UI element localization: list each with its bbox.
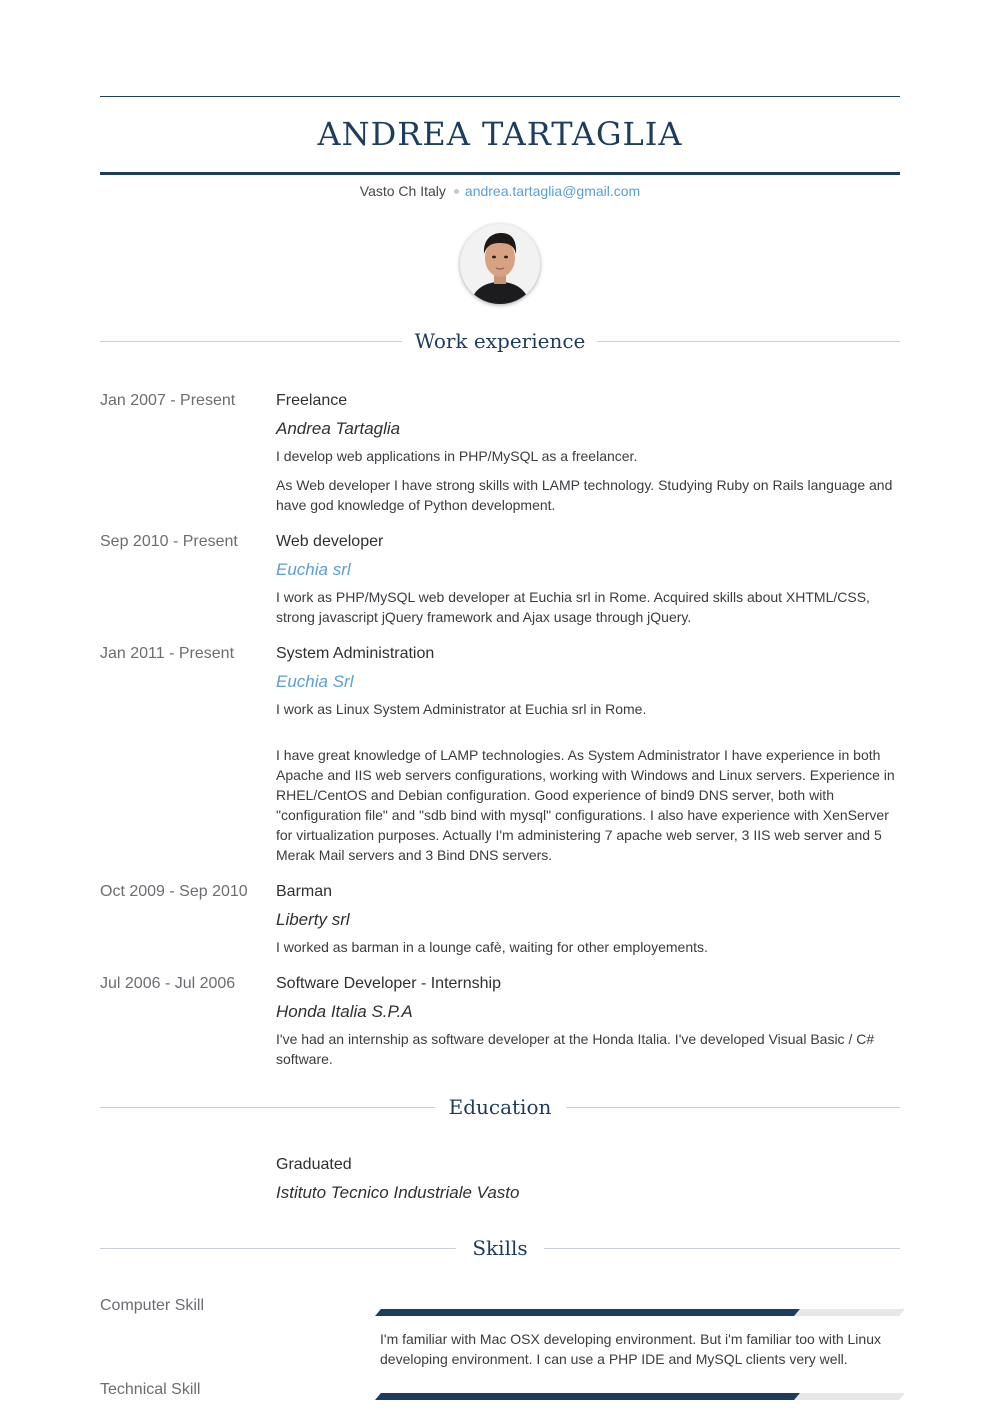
entry-date: Jan 2007 - Present — [100, 392, 236, 409]
entry-description: As Web developer I have strong skills with LAMP technology. Studying Ruby on Rails language and have god knowledge of Python development. — [276, 477, 893, 513]
entry-date: Jan 2011 - Present — [100, 645, 235, 662]
entry-organization: Honda Italia S.P.A — [276, 1002, 413, 1021]
education-school: Istituto Tecnico Industriale Vasto — [276, 1183, 520, 1202]
candidate-name: ANDREA TARTAGLIA — [317, 115, 683, 153]
entry-date: Oct 2009 - Sep 2010 — [100, 883, 248, 900]
entry-role: Software Developer - Internship — [276, 975, 501, 992]
entry-date: Jul 2006 - Jul 2006 — [100, 975, 236, 992]
section-title-education: Education — [448, 1095, 552, 1119]
location-text: Vasto Ch Italy — [359, 183, 446, 199]
entry-role: System Administration — [276, 645, 435, 662]
entry-organization-link[interactable]: Euchia Srl — [276, 672, 354, 691]
entry-description: I work as PHP/MySQL web developer at Euchia srl in Rome. Acquired skills about XHTML/CSS, strong javascript jQuery framework and Ajax usage through jQuery. — [276, 589, 870, 625]
section-work-experience — [100, 326, 900, 356]
entry-description: I worked as barman in a lounge cafè, waiting for other employements. — [276, 939, 708, 955]
profile-photo — [460, 224, 540, 304]
entry-organization: Andrea Tartaglia — [276, 419, 401, 438]
header-top-rule — [100, 96, 900, 97]
education-degree: Graduated — [276, 1156, 352, 1173]
section-skills — [100, 1233, 900, 1263]
entry-role: Freelance — [276, 392, 348, 409]
section-title-skills: Skills — [472, 1236, 528, 1260]
skill-level-fill — [375, 1393, 800, 1400]
skill-name: Technical Skill — [100, 1381, 201, 1398]
contact-line — [100, 182, 900, 200]
section-education — [100, 1092, 900, 1122]
entry-organization-link[interactable]: Euchia srl — [276, 560, 351, 579]
entry-description: I work as Linux System Administrator at Euchia srl in Rome. — [276, 701, 647, 717]
skill-description: I'm familiar with Mac OSX developing environment. But i'm familiar too with Linux developing environment. I can use a PHP IDE and MySQL clients very well. — [380, 1331, 881, 1367]
entry-description: I've had an internship as software developer at the Honda Italia. I've developed Visual Basic / C# software. — [276, 1031, 875, 1067]
entry-organization: Liberty srl — [276, 910, 350, 929]
entry-role: Barman — [276, 883, 333, 900]
separator-dot-icon — [454, 189, 459, 194]
skill-level-bar — [375, 1309, 905, 1316]
entry-role: Web developer — [276, 533, 384, 550]
section-title-work: Work experience — [414, 329, 586, 353]
email-link[interactable]: andrea.tartaglia@gmail.com — [464, 183, 641, 199]
entry-description: I develop web applications in PHP/MySQL as a freelancer. — [276, 448, 638, 464]
skill-name: Computer Skill — [100, 1297, 205, 1314]
entry-description: I have great knowledge of LAMP technologies. As System Administrator I have experience in both Apache and IIS web servers configurations, working with Windows and Linux servers. Experience in RHEL/CentOS and Debian configuration. Good experience of bind9 DNS server, both with "configuration file" and "sdb bind with mysql" configurations. I also have experience with XenServer for virtualization purposes. Actually I'm administering 7 apache web server, 3 IIS web server and 5 Merak Mail servers and 3 Bind DNS servers. — [276, 747, 895, 863]
skill-level-bar — [375, 1393, 905, 1400]
profile-photo-icon — [460, 224, 540, 304]
skill-level-fill — [375, 1309, 800, 1316]
entry-date: Sep 2010 - Present — [100, 533, 238, 550]
header-bottom-rule — [100, 172, 900, 175]
